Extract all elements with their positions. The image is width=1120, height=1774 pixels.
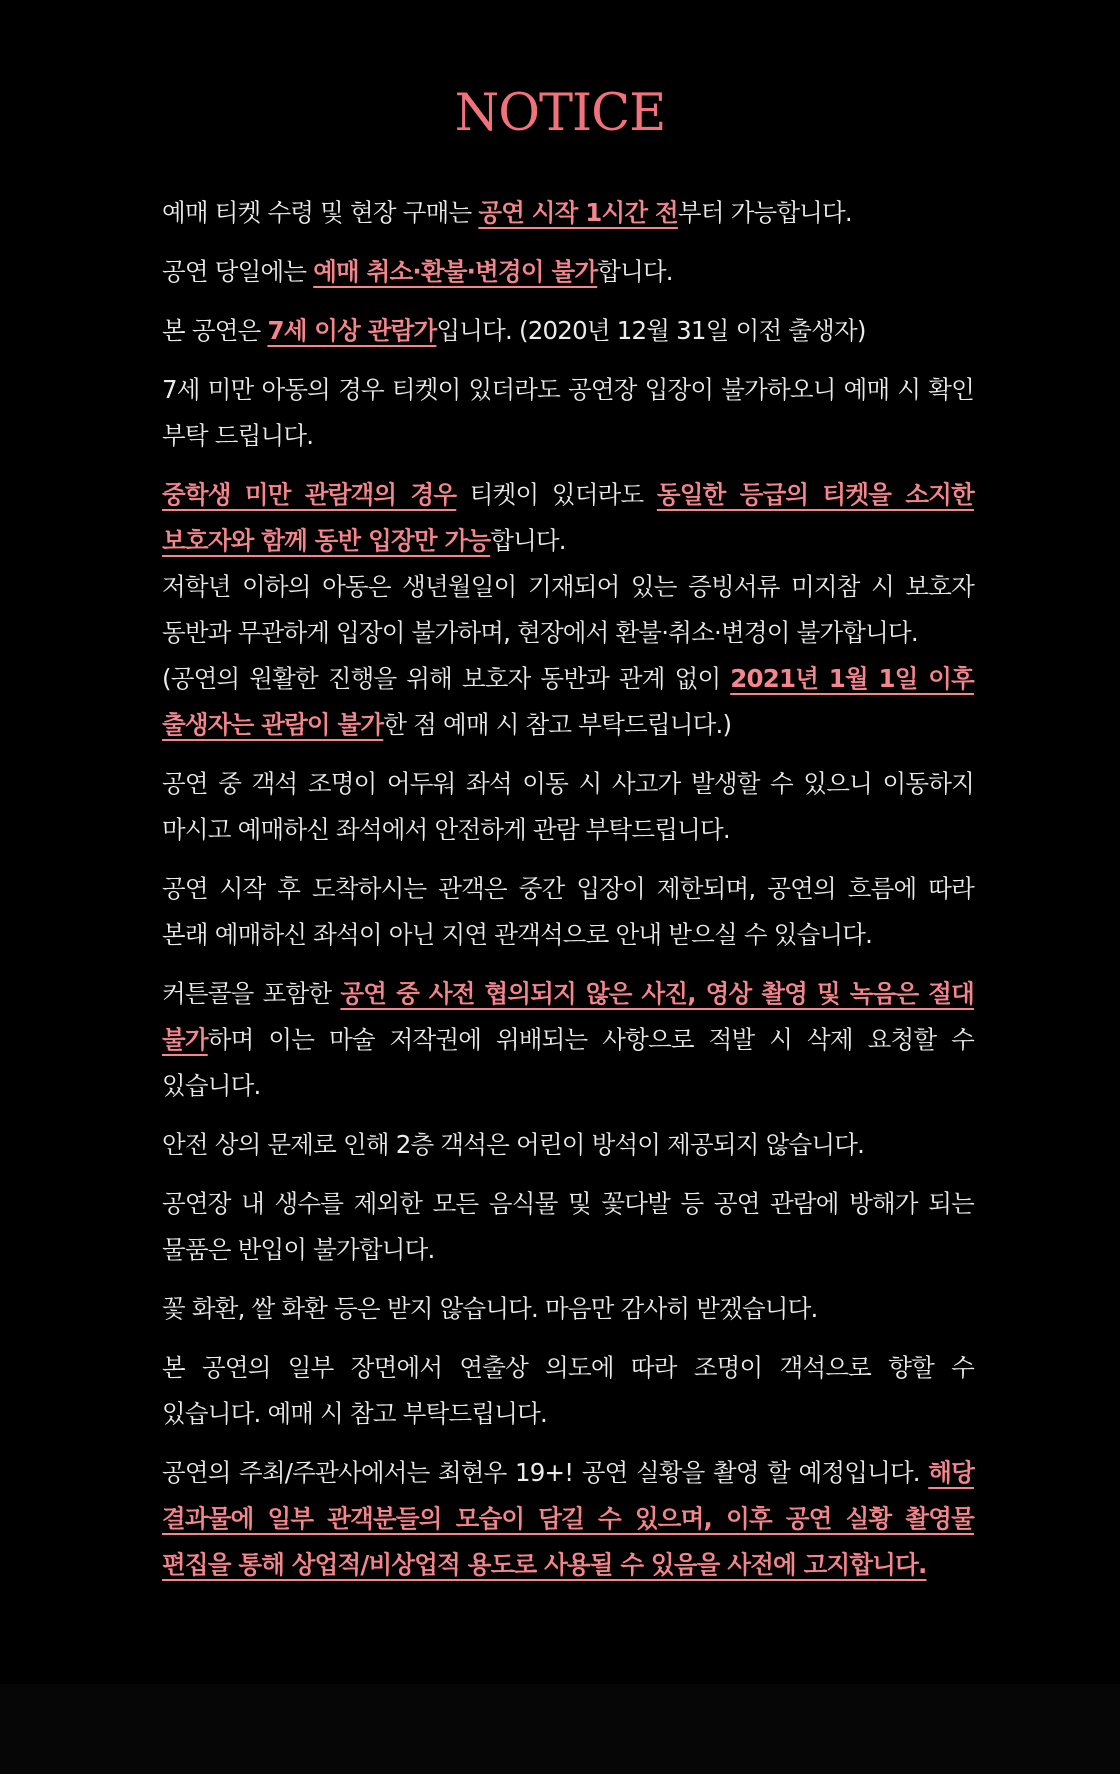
notice-filming <box>162 1450 974 1588</box>
notice-text: 공연장 내 생수를 제외한 모든 음식물 및 꽃다발 등 공연 관람에 방해가 되는 물품은 반입이 불가합니다. <box>162 1189 974 1264</box>
notice-text: (공연의 원활한 진행을 위해 보호자 동반과 관계 없이 <box>162 664 731 693</box>
notice-no-recording <box>162 971 974 1109</box>
notice-text: 공연 시작 후 도착하시는 관객은 중간 입장이 제한되며, 공연의 흐름에 따라 본래 예매하신 좌석이 아닌 지연 관객석으로 안내 받으실 수 있습니다. <box>162 874 974 949</box>
notice-no-cancel <box>162 249 974 295</box>
page-title: NOTICE <box>454 84 666 143</box>
notice-text: 저학년 이하의 아동은 생년월일이 기재되어 있는 증빙서류 미지참 시 보호자 동반과 무관하게 입장이 불가하며, 현장에서 환불·취소·변경이 불가합니다. <box>162 572 974 647</box>
notice-highlight: 공연 시작 1시간 전 <box>478 198 678 227</box>
notice-id-documents <box>162 564 974 656</box>
notice-text: 입니다. (2020년 12월 31일 이전 출생자) <box>436 316 866 345</box>
bottom-band <box>0 1684 1120 1774</box>
notice-text: 합니다. <box>597 257 673 286</box>
notice-age-rating <box>162 308 974 354</box>
notice-text: 공연 중 객석 조명이 어두워 좌석 이동 시 사고가 발생할 수 있으니 이동하지 마시고 예매하신 좌석에서 안전하게 관람 부탁드립니다. <box>162 769 974 844</box>
notice-highlight: 예매 취소·환불·변경이 불가 <box>313 257 598 286</box>
notice-highlight: 중학생 미만 관람객의 경우 <box>162 480 457 509</box>
notice-birth-date <box>162 656 974 748</box>
notice-list <box>162 190 974 1601</box>
notice-text: 한 점 예매 시 참고 부탁드립니다.) <box>383 710 732 739</box>
notice-highlight: 7세 이상 관람가 <box>267 316 437 345</box>
notice-food <box>162 1181 974 1273</box>
notice-seat-lighting <box>162 761 974 853</box>
notice-late-entry <box>162 866 974 958</box>
notice-text: 부터 가능합니다. <box>677 198 852 227</box>
notice-text: 본 공연은 <box>162 316 268 345</box>
notice-highlight: 해당 결과물에 일부 관객분들의 모습이 담길 수 있으며, 이후 공연 실황 촬영물 편집을 통해 상업적/비상업적 용도로 사용될 수 있음을 사전에 고지합니다. <box>162 1458 974 1579</box>
notice-highlight: 동일한 등급의 티켓을 소지한 보호자와 함께 동반 입장만 가능 <box>162 480 974 555</box>
notice-text: 예매 티켓 수령 및 현장 구매는 <box>162 198 479 227</box>
notice-text: 안전 상의 문제로 인해 2층 객석은 어린이 방석이 제공되지 않습니다. <box>162 1130 865 1159</box>
notice-text: 합니다. <box>490 526 566 555</box>
notice-ticket-pickup <box>162 190 974 236</box>
notice-lighting-direction <box>162 1345 974 1437</box>
notice-highlight: 2021년 1월 1일 이후 출생자는 관람이 불가 <box>162 664 974 739</box>
notice-text: 티켓이 있더라도 <box>456 480 657 509</box>
notice-guardian <box>162 472 974 564</box>
notice-text: 커튼콜을 포함한 <box>162 979 341 1008</box>
notice-text: 꽃 화환, 쌀 화환 등은 받지 않습니다. 마음만 감사히 받겠습니다. <box>162 1294 818 1323</box>
notice-text: 공연의 주최/주관사에서는 최현우 19+! 공연 실황을 촬영 할 예정입니다. <box>162 1458 929 1487</box>
notice-wreath <box>162 1286 974 1332</box>
notice-highlight: 공연 중 사전 협의되지 않은 사진, 영상 촬영 및 녹음은 절대 불가 <box>162 979 974 1054</box>
notice-cushion <box>162 1122 974 1168</box>
notice-text: 7세 미만 아동의 경우 티켓이 있더라도 공연장 입장이 불가하오니 예매 시 확인 부탁 드립니다. <box>162 375 974 450</box>
notice-under-seven <box>162 367 974 459</box>
notice-text: 공연 당일에는 <box>162 257 314 286</box>
notice-text: 하며 이는 마술 저작권에 위배되는 사항으로 적발 시 삭제 요청할 수 있습니다. <box>162 1025 974 1100</box>
notice-text: 본 공연의 일부 장면에서 연출상 의도에 따라 조명이 객석으로 향할 수 있습니다. 예매 시 참고 부탁드립니다. <box>162 1353 974 1428</box>
